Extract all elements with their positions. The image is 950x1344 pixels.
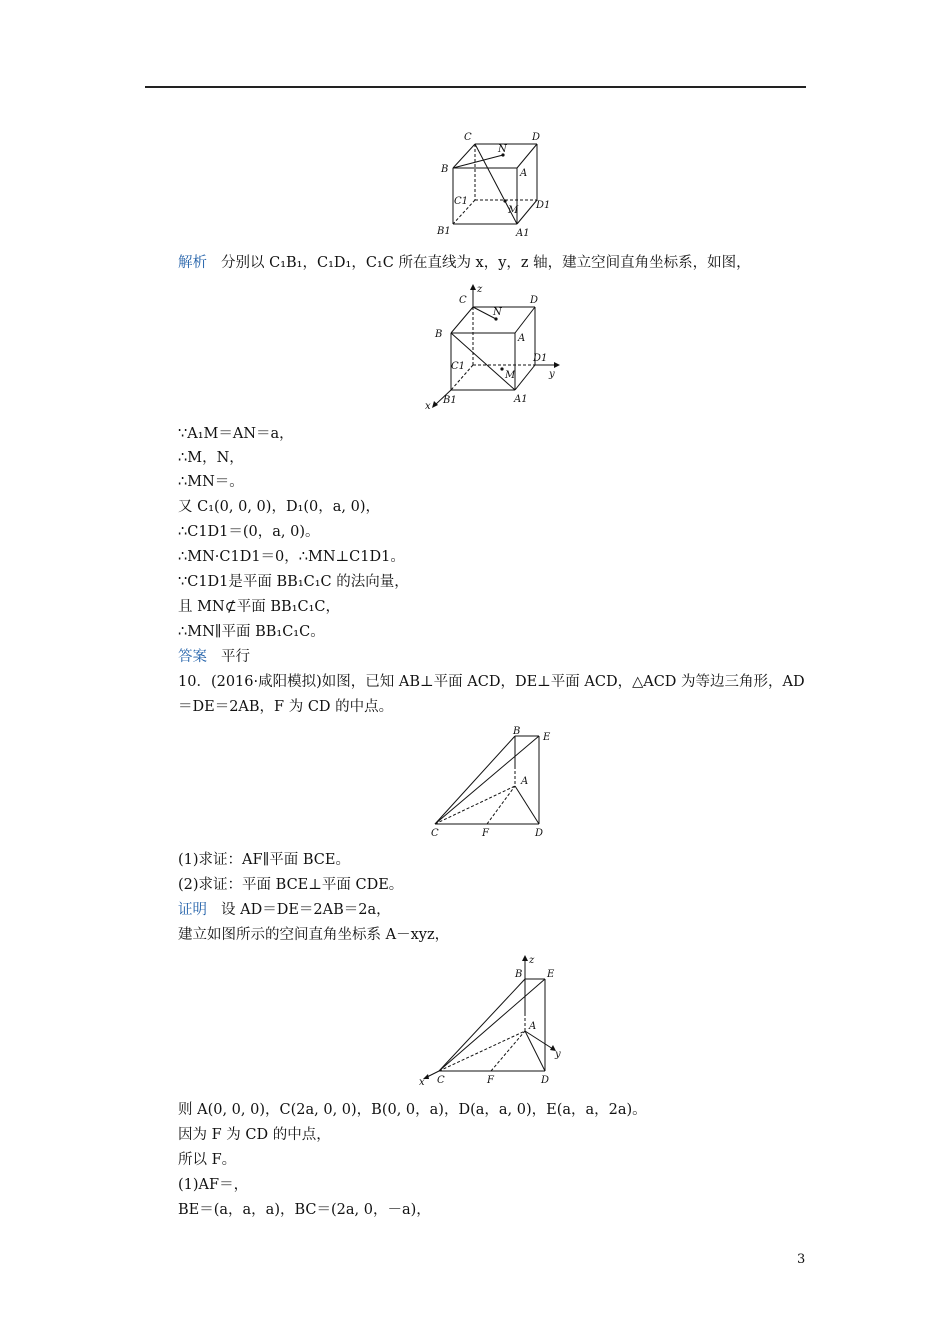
proof-line-3: 则 A(0, 0, 0)，C(2a, 0, 0)，B(0, 0，a)，D(a，a, 0)，E(a，a，2a)。 xyxy=(178,1102,647,1118)
solution-line-8: ∵C1D1是平面 BB₁C₁C 的法向量， xyxy=(178,574,409,590)
prism1-label-A: A xyxy=(521,776,529,787)
cube-figure-1 xyxy=(432,128,562,240)
cube1-label-A1: A1 xyxy=(516,228,530,239)
prism2-label-F: F xyxy=(487,1075,494,1086)
cube2-label-z: z xyxy=(477,284,483,295)
prism1-label-B: B xyxy=(513,726,521,737)
proof-label: 证明 xyxy=(178,902,207,918)
question-2: (2)求证：平面 BCE⊥平面 CDE。 xyxy=(178,877,404,893)
cube-figure-2 xyxy=(423,283,568,413)
proof-line-5: 所以 F。 xyxy=(178,1152,237,1168)
proof-line xyxy=(178,900,391,920)
prism2-label-A: A xyxy=(529,1021,537,1032)
problem-10-line-2: ＝DE＝2AB，F 为 CD 的中点。 xyxy=(178,699,394,715)
prism1-label-E: E xyxy=(543,732,551,743)
prism2-label-z: z xyxy=(529,955,535,966)
solution-line-4: ∴MN＝。 xyxy=(178,474,244,490)
solution-text: 分别以 C₁B₁，C₁D₁，C₁C 所在直线为 x，y，z 轴，建立空间直角坐标系，如图， xyxy=(221,255,751,271)
page-number: 3 xyxy=(797,1252,806,1267)
cube2-label-D: D xyxy=(530,295,539,306)
question-1: (1)求证：AF∥平面 BCE。 xyxy=(178,852,350,868)
prism2-label-C: C xyxy=(437,1075,445,1086)
solution-line-10: ∴MN∥平面 BB₁C₁C。 xyxy=(178,624,325,640)
proof-line-2: 建立如图所示的空间直角坐标系 A－xyz， xyxy=(178,927,450,943)
cube1-label-C: C xyxy=(464,132,472,143)
answer-line xyxy=(178,647,250,667)
cube1-label-B1: B1 xyxy=(437,226,451,237)
prism2-label-D: D xyxy=(541,1075,550,1086)
prism-figure-1 xyxy=(425,722,565,842)
header-rule xyxy=(145,86,806,88)
prism2-label-y: y xyxy=(555,1049,561,1060)
answer-text: 平行 xyxy=(221,649,250,665)
cube2-label-M: M xyxy=(505,370,516,381)
cube2-label-N: N xyxy=(493,307,502,318)
solution-line-3: ∴M，N， xyxy=(178,450,244,466)
solution-line-6: ∴C1D1＝(0，a, 0)。 xyxy=(178,524,320,540)
prism1-label-D: D xyxy=(535,828,544,839)
problem-10-line-1: 10．(2016·咸阳模拟)如图，已知 AB⊥平面 ACD，DE⊥平面 ACD，△ACD 为等边三角形，AD xyxy=(178,674,805,690)
cube2-label-C: C xyxy=(459,295,467,306)
solution-line-5: 又 C₁(0, 0, 0)，D₁(0，a, 0)， xyxy=(178,499,381,515)
prism-figure-2 xyxy=(415,953,575,1093)
cube1-label-D1: D1 xyxy=(536,200,551,211)
prism2-label-E: E xyxy=(547,969,555,980)
cube1-label-B: B xyxy=(441,164,449,175)
cube1-label-A: A xyxy=(520,168,528,179)
solution-line-1 xyxy=(178,253,751,273)
cube2-label-y: y xyxy=(549,369,555,380)
answer-label: 答案 xyxy=(178,649,207,665)
proof-line-7: BE＝(a，a，a)，BC＝(2a, 0，－a)， xyxy=(178,1202,431,1218)
prism1-label-C: C xyxy=(431,828,439,839)
solution-line-7: ∴MN·C1D1＝0，∴MN⊥C1D1。 xyxy=(178,549,405,565)
cube2-label-B: B xyxy=(435,329,443,340)
cube2-label-x: x xyxy=(425,401,431,412)
cube2-label-A: A xyxy=(518,333,526,344)
prism2-label-B: B xyxy=(515,969,523,980)
solution-line-9: 且 MN⊄平面 BB₁C₁C， xyxy=(178,599,341,615)
cube2-label-D1: D1 xyxy=(533,353,548,364)
prism1-label-F: F xyxy=(482,828,489,839)
cube2-label-C1: C1 xyxy=(451,361,466,372)
proof-text: 设 AD＝DE＝2AB＝2a， xyxy=(221,902,391,918)
cube1-label-M: M xyxy=(508,205,519,216)
cube2-label-A1: A1 xyxy=(514,394,528,405)
proof-line-6: (1)AF＝， xyxy=(178,1177,249,1193)
proof-line-4: 因为 F 为 CD 的中点， xyxy=(178,1127,331,1143)
cube1-label-N: N xyxy=(498,144,507,155)
cube1-label-D: D xyxy=(532,132,541,143)
prism2-label-x: x xyxy=(419,1077,425,1088)
cube2-label-B1: B1 xyxy=(443,395,457,406)
solution-line-2: ∵A₁M＝AN＝a， xyxy=(178,426,294,442)
cube1-label-C1: C1 xyxy=(454,196,469,207)
solution-label: 解析 xyxy=(178,255,207,271)
